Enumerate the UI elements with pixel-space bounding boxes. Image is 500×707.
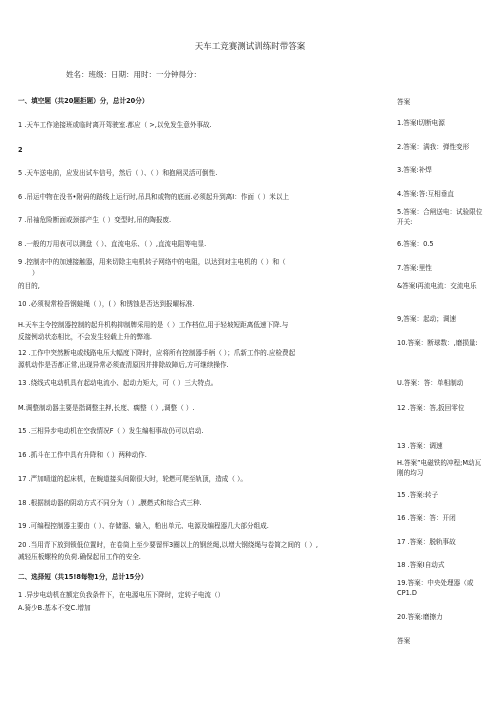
answer-7: 7.答案:里性	[397, 264, 432, 272]
question-17: 17 .严加晴道的起床机，在蜿道接头间隙很大时，轮燃可爬至轨顶，造成（ ）。	[18, 475, 247, 483]
answer-10: 10.答案：断球数：,磨损量:	[397, 339, 478, 347]
section-fill-blank-heading: 一、填空题（共20题拒题）分，总计20分）	[18, 97, 149, 105]
question-18: 18 .根据制动器的阴动方式不同分为（ ）,膜燃式和综合式三种.	[18, 499, 202, 507]
question-12-cont: 源机动作是否都正常,出现异常必须查清原因并排除故障后,方可继续操作.	[18, 361, 229, 369]
answer-20: 20.答案:磨擦力	[397, 613, 443, 621]
answer-14: H.答案”电磁铁的冲程;M动瓦刚的均习	[397, 459, 482, 477]
answer-11: U.答案：答：单相制动	[397, 379, 464, 387]
answer-3: 3.答案:补焊	[397, 166, 432, 174]
answer-15: 15 .答案:转子	[397, 491, 439, 499]
question-6: 6 .吊运中物在没书•附码的路线上运行时,吊具和或物的底面.必须起升到离I：作面（ ）米以上	[18, 193, 290, 201]
section-choice-heading: 二、选择短（共15!8每物1分，总计15分）	[18, 573, 148, 581]
answer-heading: 答案	[397, 98, 411, 106]
question-5: 5 .天车送电前，应发出试车信号，然后（ ）、（ ）和抱闸灵活可倒性.	[18, 169, 218, 177]
question-7: 7 .吊袖危险断面或颈部产生（ ）变型时,吊的陶报废.	[18, 216, 172, 224]
question-8: 8 .一般的万用表可以测盘（ ）、直流电乐、（ ）,直流电阻等电显.	[18, 240, 207, 248]
choice-question-1: 1 .异步电动机在额定负我条件下，在电源电压下降时，定转子电流（）	[18, 591, 225, 599]
question-14: M.调整制动器主要是指调整主押,长度、瘸整（ ）,调整（ ）.	[18, 404, 195, 412]
answer-4: 4.答案:答:互相垂直	[397, 190, 454, 198]
answer-17: 17 .答案：脱轨事故	[397, 538, 456, 546]
answer-8: &答案I再流电流：交流电乐	[397, 282, 477, 290]
question-11-cont: 反接例动状态相比，不会发生轻载上升的弊端.	[18, 333, 152, 341]
answer-6: 6.答案：0.5	[397, 240, 434, 248]
choice-question-1-options: A.猗少B.基本不变C.增加	[18, 604, 91, 612]
question-16: 16 .抓斗在工作中具有升降和（ ）两种动作.	[18, 451, 147, 459]
answer-18: 18 .答案I自动式	[397, 561, 445, 569]
question-13: 13 .绕线式电动机具有起动电流小、起动力矩大，可（ ）三大特点。	[18, 379, 218, 387]
answer-19: 19.答案：中央处理器（或CP1.D	[397, 579, 474, 597]
answer-16: 16 .答案：答：开闭	[397, 514, 456, 522]
question-9-end: 的目的,	[18, 282, 40, 290]
document-title: 天车工竞赛测试训练时带答案	[194, 42, 306, 52]
question-1: 1 .天车工作途接班或临时离开驾驶室.都应（ >,以免发生意外事故.	[18, 121, 212, 129]
question-15: 15 .三相异步电动机在空我情况F（ ）发生编相事故仍可以启动.	[18, 427, 204, 435]
question-20-cont: 减轻压板螺栓的负荷.确保起吊工作的安全.	[18, 553, 141, 561]
answer-heading-2: 答案	[397, 637, 411, 645]
question-12: 12 .工作中突然断电或线路电压大幅度下降时，应将所有控制器手柄（ ）；爪新工作的.应检费起	[18, 349, 296, 357]
answer-9: 9,答案：起动；调速	[397, 315, 457, 323]
question-11: H.天车主令控制器控制的起升机构抑制牌采用的是（ ）工作档位,用于轻坡短距离低速下降.与	[18, 321, 289, 329]
answer-1: 1.答案I切断电源	[397, 119, 445, 127]
student-info-line: 姓名：班级：日期：用时：一分钟得分：	[66, 70, 201, 79]
question-9: 9 .控制亦中的加速接触器，用来切除主电机转子网络中的电阻，以达到对主电机的（ ）和（	[18, 258, 286, 266]
question-10: 10 .必须视常检吾钢蛙绳（ ），( ）和锈蚀是否达到报曜标准.	[18, 300, 195, 308]
answer-5: 5.答案：合闸送电：试验限位开关:	[397, 208, 483, 226]
answer-12: 12 .答案：答,扳回零位	[397, 404, 465, 412]
question-2: 2	[18, 146, 23, 154]
answer-13: 13 .答案：调速	[397, 442, 443, 450]
question-20: 20 .当用青下放到锁低位置时，在卷筒上至少要留怦3圈以上的钢丝绳,以增大钢绕绳与卷简之间的（ ）,	[18, 541, 319, 549]
question-9-cont: ）	[32, 269, 39, 277]
question-19: 19 .可编程控制器主要由（ ）、存储器、输入，粕出单元、电源及编程器几大部分组成.	[18, 522, 269, 530]
answer-2: 2.答案：满我：弹性变形	[397, 143, 470, 151]
